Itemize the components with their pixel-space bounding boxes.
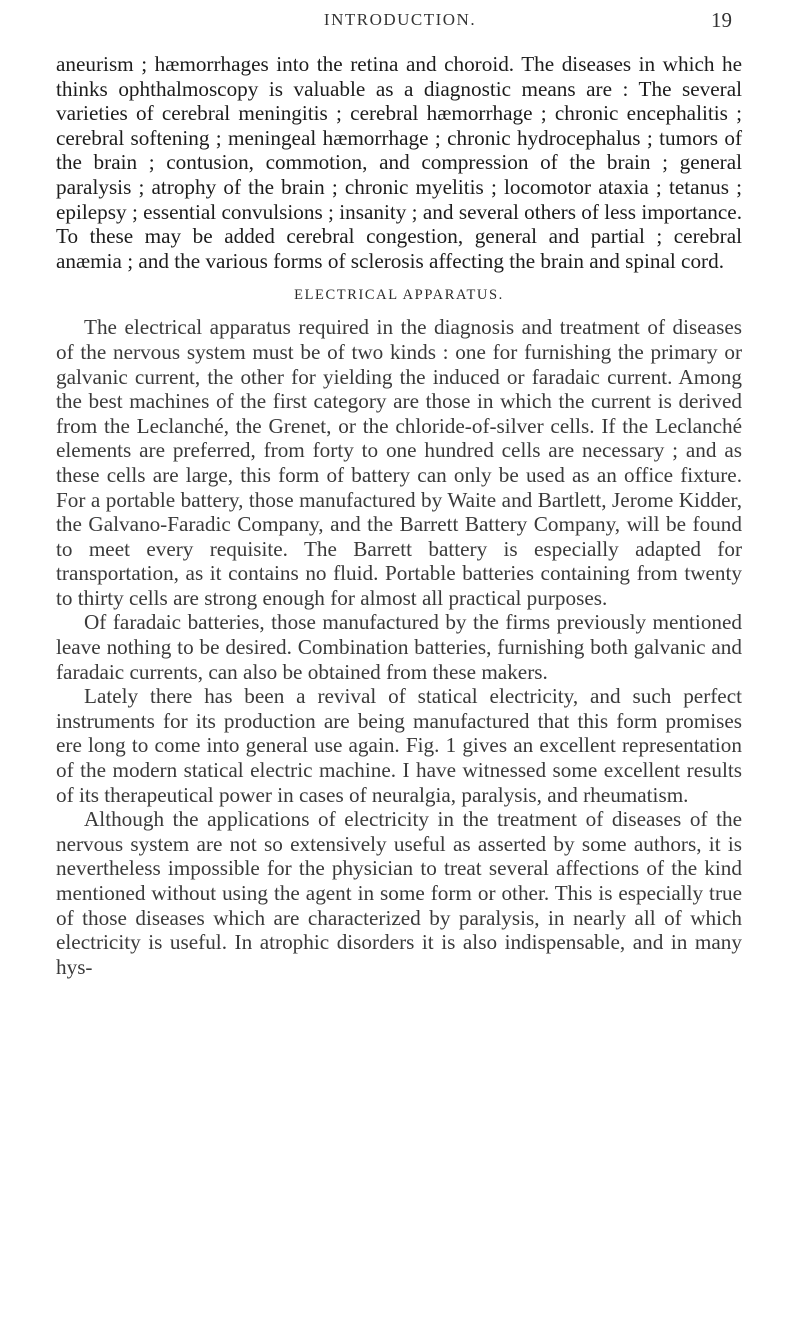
paragraph-statical: Lately there has been a revival of statical electricity, and such perfect instruments for its production are being manufactured that this form promises ere long to come into general use again. Fig. 1 gives an excellent representation of the modern statical electric machine. I have witnessed some excellent results of its therapeutical power in cases of neuralgia, paralysis, and rheumatism. bbox=[56, 684, 742, 807]
running-title: INTRODUCTION. bbox=[323, 10, 477, 29]
paragraph-faradaic: Of faradaic batteries, those manufactured by the firms previously mentioned leave nothing to be desired. Combination batteries, furnishing both galvanic and faradaic currents, can also be obtained from these makers. bbox=[56, 610, 742, 684]
section-heading: ELECTRICAL APPARATUS. bbox=[294, 287, 504, 304]
page-number: 19 bbox=[711, 8, 732, 32]
paragraph-apparatus: The electrical apparatus required in the diagnosis and treatment of diseases of the nervous system must be of two kinds : one for furnishing the primary or galvanic current, the other for yielding the induced or faradaic current. Among the best machines of the first category are those in which the current is derived from the Leclanché, the Grenet, or the chloride-of-silver cells. If the Leclanché elements are preferred, from forty to one hundred cells are necessary ; and as these cells are large, this form of battery can only be used as an office fixture. For a portable battery, those manufactured by Waite and Bartlett, Jerome Kidder, the Galvano-Faradic Company, and the Barrett Battery Company, will be found to meet every requisite. The Barrett battery is especially adapted for transportation, as it contains no fluid. Portable batteries containing from twenty to thirty cells are strong enough for almost all practical purposes. bbox=[56, 315, 742, 610]
paragraph-diseases-list: aneurism ; hæmorrhages into the retina and choroid. The diseases in which he thinks ophthalmoscopy is valuable as a diagnostic means are : The several varieties of cerebral meningitis ; cerebral hæmorrhage ; chronic encephalitis ; cerebral softening ; meningeal hæmorrhage ; chronic hydrocephalus ; tumors of the brain ; contusion, commotion, and compression of the brain ; general paralysis ; atrophy of the brain ; chronic myelitis ; locomotor ataxia ; tetanus ; epilepsy ; essential convulsions ; insanity ; and several others of less importance. To these may be added cerebral congestion, general and partial ; cerebral anæmia ; and the various forms of sclerosis affecting the brain and spinal cord. bbox=[56, 52, 742, 273]
paragraph-applications: Although the applications of electricity in the treatment of diseases of the nervous system are not so extensively useful as asserted by some authors, it is nevertheless impossible for the physician to treat several affections of the kind mentioned without using the agent in some form or other. This is especially true of those diseases which are characterized by paralysis, in nearly all of which electricity is useful. In atrophic disorders it is also indispensable, and in many hys- bbox=[56, 807, 742, 979]
body-text bbox=[56, 52, 742, 979]
running-head bbox=[0, 8, 800, 40]
